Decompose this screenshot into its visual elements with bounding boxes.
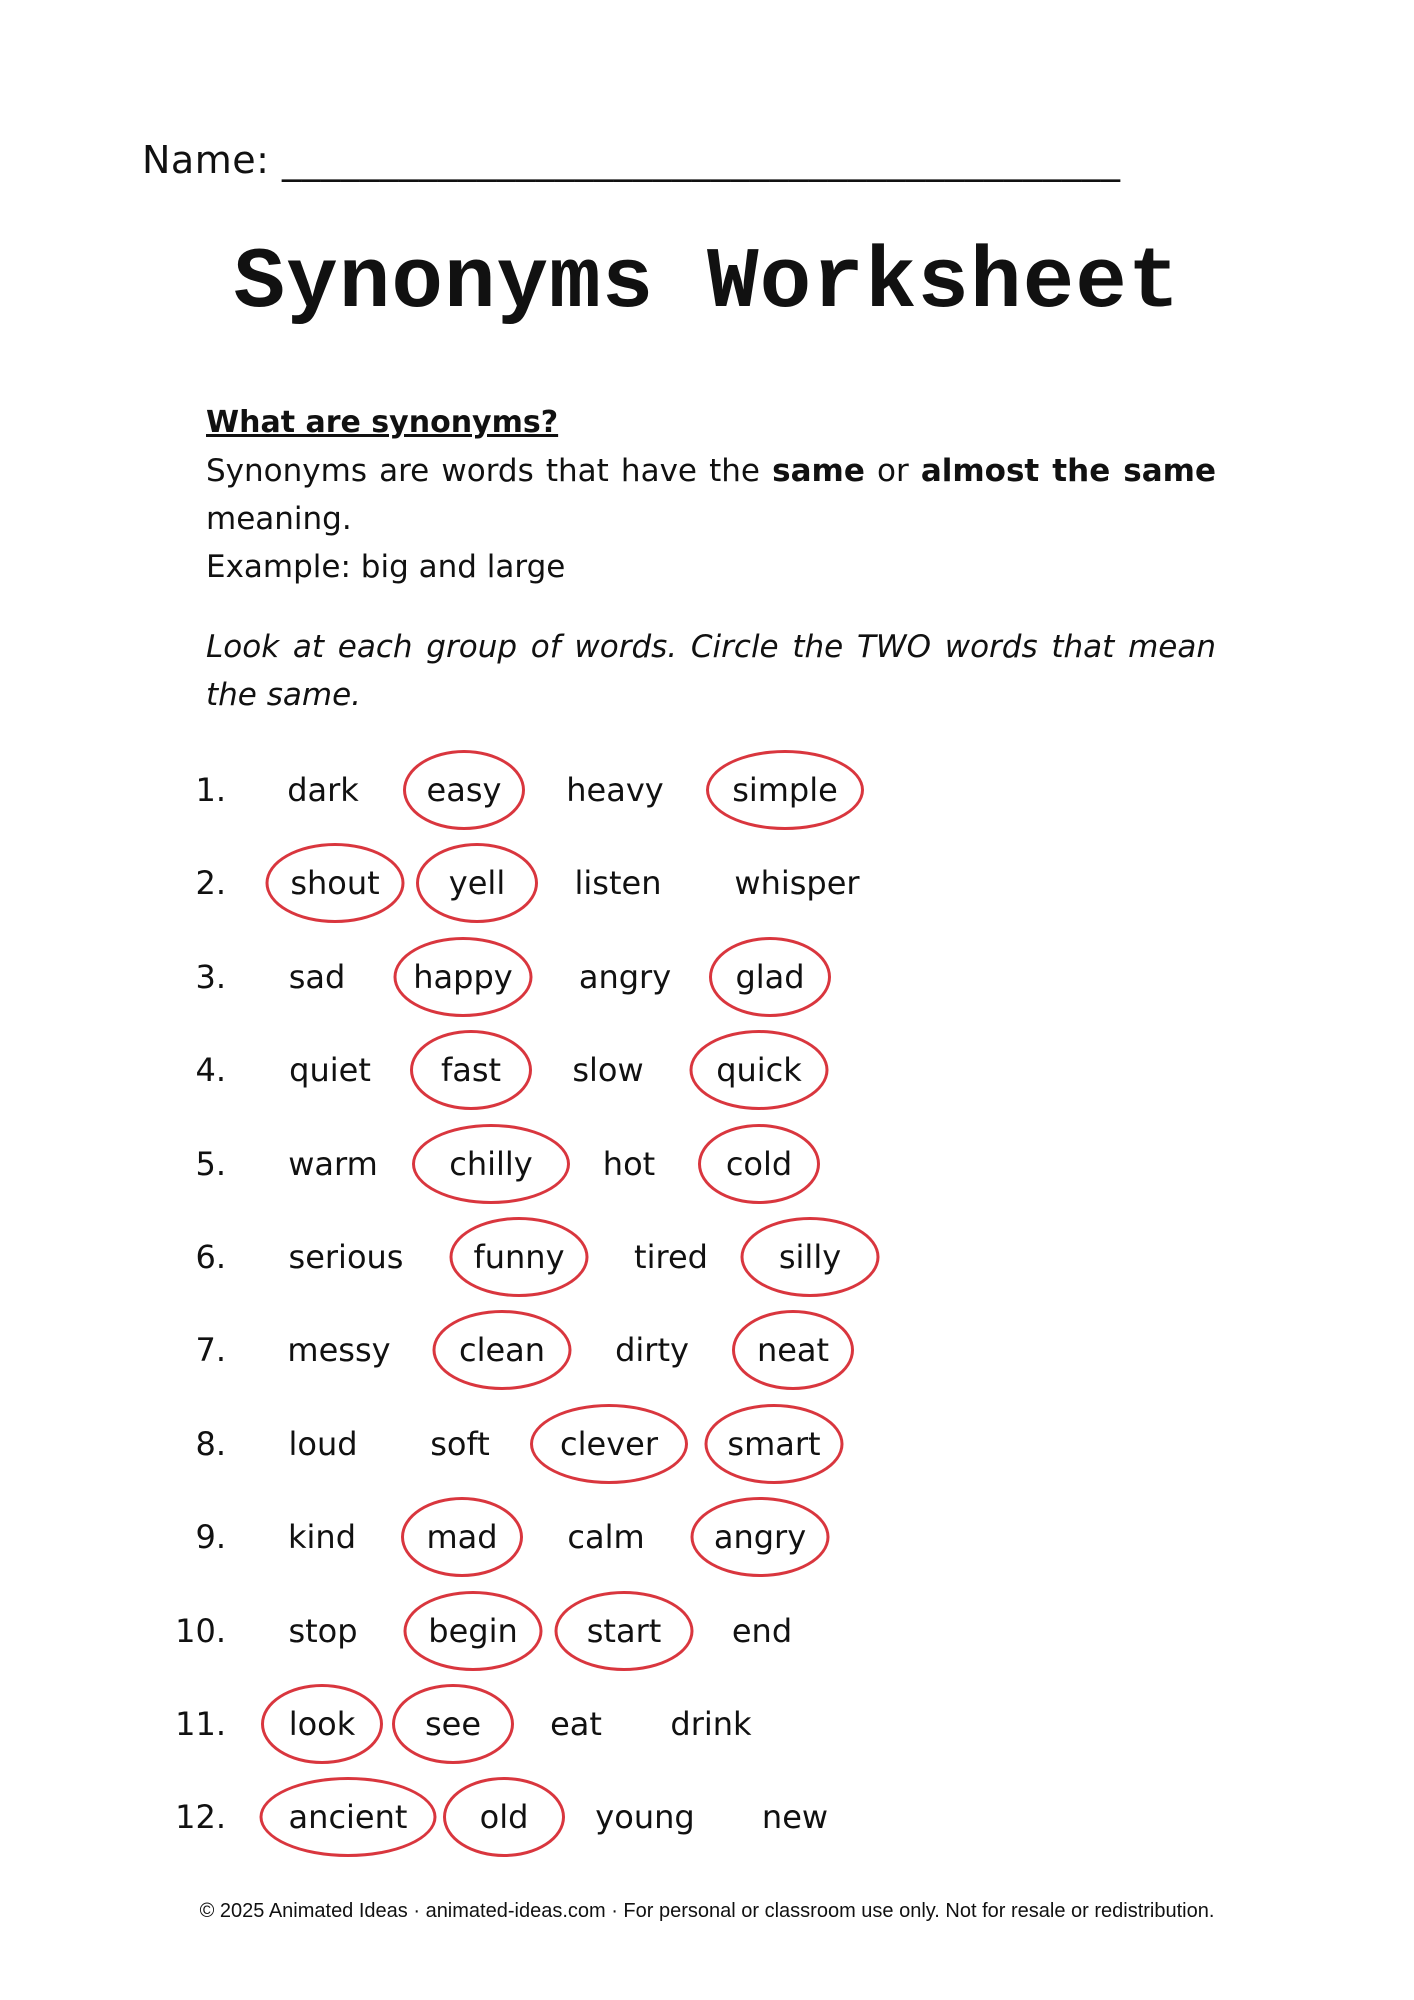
- item-number: 1.: [195, 771, 226, 809]
- exercise-row: [0, 1217, 1414, 1297]
- exercise-row: [0, 1030, 1414, 1110]
- word-option-circled[interactable]: see: [424, 1705, 482, 1743]
- exercise-row: [0, 1591, 1414, 1671]
- word-option-circled[interactable]: angry: [713, 1518, 807, 1557]
- item-number: 10.: [175, 1611, 226, 1650]
- word-option-circled[interactable]: yell: [448, 864, 506, 903]
- word-option[interactable]: angry: [578, 957, 672, 996]
- exercise-row: [0, 750, 1414, 830]
- page-title: Synonyms Worksheet: [233, 234, 1181, 332]
- intro-section: [206, 398, 1216, 591]
- item-number: 8.: [195, 1424, 226, 1463]
- word-option-circled[interactable]: look: [288, 1705, 356, 1743]
- word-option-circled[interactable]: clever: [560, 1424, 658, 1463]
- word-option-circled[interactable]: old: [479, 1798, 529, 1837]
- exercise-row: [0, 1497, 1414, 1577]
- exercise-row: [0, 1310, 1414, 1390]
- word-option-circled[interactable]: cold: [725, 1144, 793, 1183]
- word-option-circled[interactable]: shout: [290, 864, 380, 903]
- word-option[interactable]: messy: [287, 1331, 391, 1370]
- word-option-circled[interactable]: ancient: [288, 1798, 408, 1837]
- exercise-row: [0, 1777, 1414, 1857]
- instructions: Look at each group of words. Circle the TWO words that mean the same.: [206, 629, 1216, 713]
- definition-bold-almost: almost the same: [920, 453, 1216, 489]
- definition-text-end: meaning.: [206, 501, 352, 537]
- word-option[interactable]: kind: [287, 1518, 357, 1557]
- word-option-circled[interactable]: clean: [458, 1331, 546, 1370]
- word-option[interactable]: serious: [288, 1238, 404, 1276]
- word-option-circled[interactable]: neat: [756, 1331, 830, 1370]
- item-number: 3.: [195, 957, 226, 996]
- word-option[interactable]: warm: [288, 1144, 378, 1183]
- word-option[interactable]: slow: [572, 1051, 644, 1090]
- word-option[interactable]: end: [731, 1611, 793, 1650]
- name-field[interactable]: Name: ___________________________________________: [142, 138, 1121, 182]
- word-option-circled[interactable]: quick: [716, 1051, 802, 1090]
- word-option[interactable]: hot: [602, 1144, 656, 1183]
- exercise-row: [0, 1404, 1414, 1484]
- word-option[interactable]: tired: [634, 1238, 708, 1276]
- word-option[interactable]: soft: [430, 1424, 490, 1463]
- word-option[interactable]: whisper: [734, 864, 860, 903]
- intro-definition: [206, 447, 1216, 543]
- word-option[interactable]: quiet: [289, 1051, 371, 1090]
- word-option-circled[interactable]: funny: [473, 1238, 565, 1276]
- word-option-circled[interactable]: simple: [732, 771, 838, 809]
- word-option[interactable]: dark: [287, 771, 359, 809]
- exercise-row: [0, 1124, 1414, 1204]
- item-number: 2.: [195, 864, 226, 903]
- item-number: 4.: [195, 1051, 226, 1090]
- item-number: 5.: [195, 1144, 226, 1183]
- word-option[interactable]: drink: [670, 1705, 752, 1743]
- exercise-row: [0, 937, 1414, 1017]
- word-option[interactable]: loud: [288, 1424, 358, 1463]
- intro-example: Example: big and large: [206, 549, 566, 585]
- item-number: 12.: [175, 1798, 226, 1837]
- word-option[interactable]: sad: [288, 957, 346, 996]
- word-option[interactable]: eat: [550, 1705, 602, 1743]
- word-option-circled[interactable]: mad: [426, 1518, 498, 1557]
- item-number: 9.: [195, 1518, 226, 1557]
- word-option[interactable]: dirty: [615, 1331, 689, 1370]
- word-option[interactable]: stop: [288, 1611, 358, 1650]
- item-number: 11.: [175, 1705, 226, 1743]
- word-option-circled[interactable]: smart: [727, 1424, 821, 1463]
- word-option-circled[interactable]: glad: [735, 957, 805, 996]
- word-option-circled[interactable]: fast: [440, 1051, 502, 1090]
- word-option[interactable]: listen: [574, 864, 662, 903]
- intro-question: What are synonyms?: [206, 405, 559, 440]
- exercise-row: [0, 843, 1414, 923]
- word-option[interactable]: new: [761, 1798, 829, 1837]
- definition-text-start: Synonyms are words that have the: [206, 453, 773, 489]
- copyright-footer: © 2025 Animated Ideas · animated-ideas.com · For personal or classroom use only. Not for resale or redistribution.: [199, 1900, 1215, 1922]
- word-option-circled[interactable]: happy: [413, 957, 513, 996]
- exercise-row: [0, 1684, 1414, 1764]
- item-number: 6.: [195, 1238, 226, 1276]
- word-option-circled[interactable]: begin: [428, 1611, 518, 1650]
- word-option[interactable]: calm: [567, 1518, 645, 1557]
- word-option[interactable]: young: [595, 1798, 695, 1837]
- item-number: 7.: [195, 1331, 226, 1370]
- word-option-circled[interactable]: silly: [778, 1238, 842, 1276]
- word-option-circled[interactable]: easy: [426, 771, 502, 809]
- definition-bold-same: same: [772, 453, 865, 489]
- word-option-circled[interactable]: chilly: [449, 1144, 533, 1183]
- definition-or: or: [864, 453, 921, 489]
- word-option[interactable]: heavy: [566, 771, 664, 809]
- word-option-circled[interactable]: start: [586, 1611, 662, 1650]
